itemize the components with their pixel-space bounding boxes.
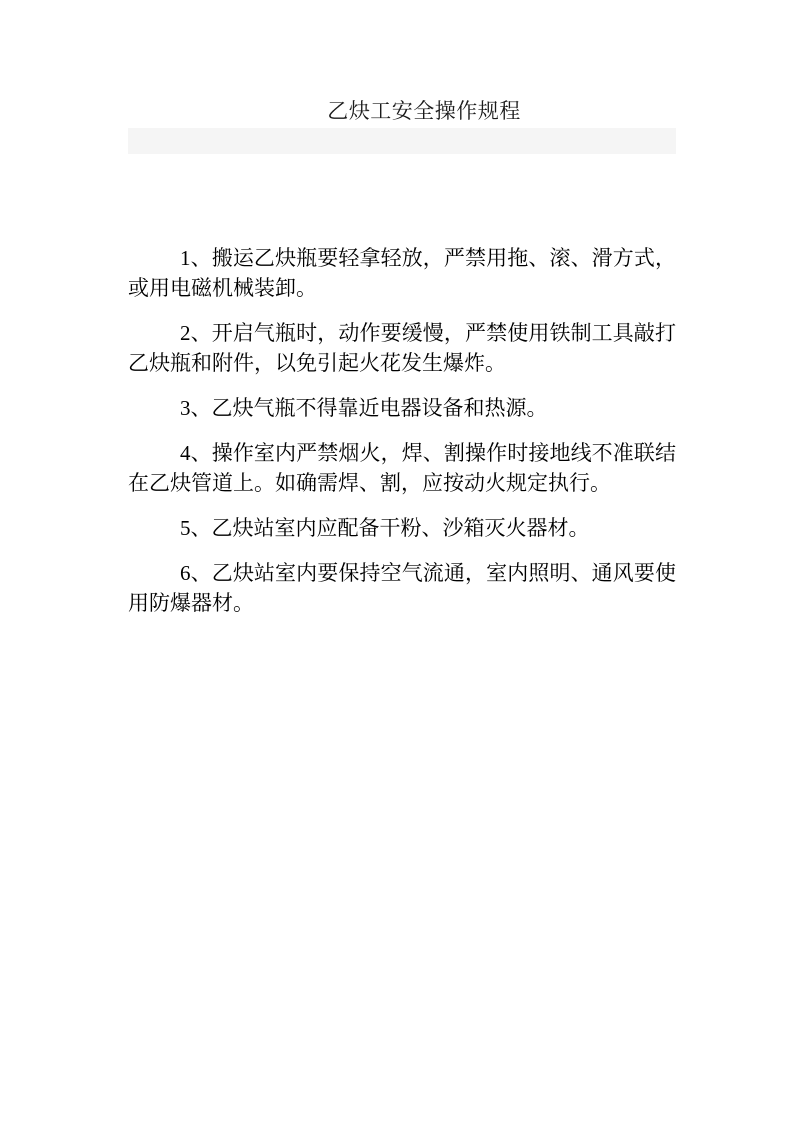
rule-paragraph-6: 6、乙炔站室内要保持空气流通，室内照明、通风要使用防爆器材。 <box>128 561 676 615</box>
rule-paragraph-4: 4、操作室内严禁烟火，焊、割操作时接地线不准联结在乙炔管道上。如确需焊、割，应按动火规定执行。 <box>128 441 676 495</box>
rule-paragraph-1: 1、搬运乙炔瓶要轻拿轻放，严禁用拖、滚、滑方式，或用电磁机械装卸。 <box>128 246 676 300</box>
rule-paragraph-3: 3、乙炔气瓶不得靠近电器设备和热源。 <box>180 396 548 420</box>
rule-paragraph-5: 5、乙炔站室内应配备干粉、沙箱灭火器材。 <box>180 516 590 540</box>
document-body <box>128 243 676 618</box>
title-shading-band <box>128 128 676 154</box>
rule-paragraph-2: 2、开启气瓶时，动作要缓慢，严禁使用铁制工具敲打乙炔瓶和附件，以免引起火花发生爆炸。 <box>128 321 676 375</box>
document-title: 乙炔工安全操作规程 <box>327 99 521 123</box>
